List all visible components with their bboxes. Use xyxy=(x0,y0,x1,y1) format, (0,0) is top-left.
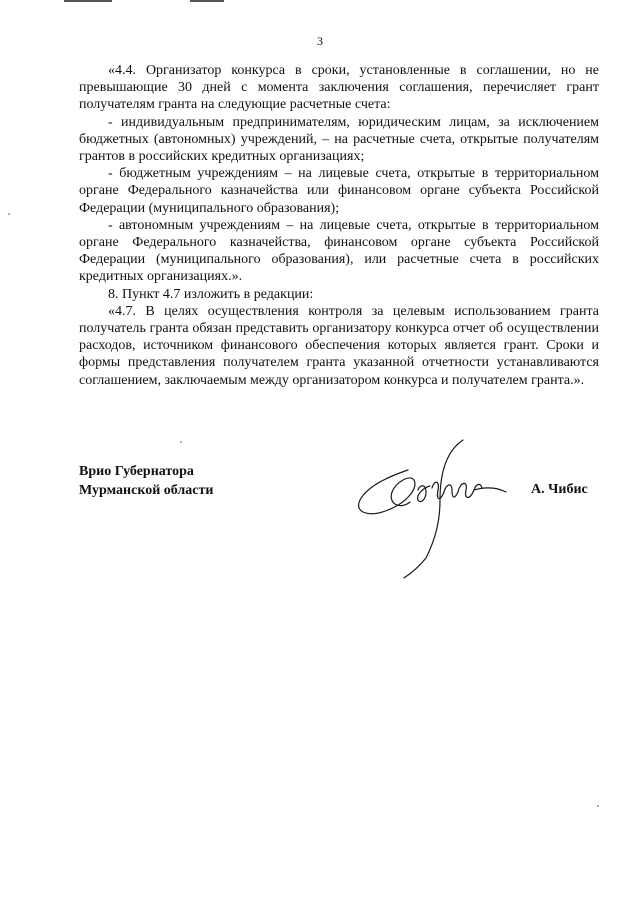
paragraph-bullet-autonomous-institutions: - автономным учреждениям – на лицевые счета, открытые в территориальном органе Федерального казначейства, финансовом органе субъекта Российской Федерации (муниципального образования), или расчетные счета в российских кредитных организациях.». xyxy=(79,217,599,285)
paragraph-bullet-entrepreneurs: - индивидуальным предпринимателям, юридическим лицам, за исключением бюджетных (автономных) учреждений, – на расчетные счета, открытые получателям грантов в российских кредитных организациях; xyxy=(79,114,599,165)
page-number: 3 xyxy=(317,34,323,48)
scan-speck xyxy=(180,441,182,443)
scan-mark-left xyxy=(64,0,112,2)
scan-mark-right xyxy=(190,0,224,2)
signatory-title-line1: Врио Губернатора xyxy=(79,464,194,479)
paragraph-4-7: «4.7. В целях осуществления контроля за целевым использованием гранта получатель гранта обязан представить организатору конкурса отчет об осуществлении расходов, источником финансового обеспечения которых является грант. Сроки и формы представления получателем гранта указанной отчетности устанавливаются соглашением, заключаемым между организатором конкурса и получателем гранта.». xyxy=(79,303,599,388)
handwritten-signature xyxy=(348,430,518,580)
scan-speck xyxy=(597,805,599,807)
document-body xyxy=(79,62,599,389)
signatory-name: А. Чибис xyxy=(531,482,588,497)
paragraph-item-8: 8. Пункт 4.7 изложить в редакции: xyxy=(108,286,314,302)
signatory-title xyxy=(79,462,213,500)
paragraph-4-4: «4.4. Организатор конкурса в сроки, установленные в соглашении, но не превышающие 30 дней с момента заключения соглашения, перечисляет грант получателям гранта на следующие расчетные счета: xyxy=(79,63,599,113)
signatory-title-line2: Мурманской области xyxy=(79,483,214,498)
paragraph-bullet-budget-institutions: - бюджетным учреждениям – на лицевые счета, открытые в территориальном органе Федерального казначейства или финансовом органе субъекта Российской Федерации (муниципального образования); xyxy=(79,166,599,216)
scan-speck xyxy=(8,213,10,215)
